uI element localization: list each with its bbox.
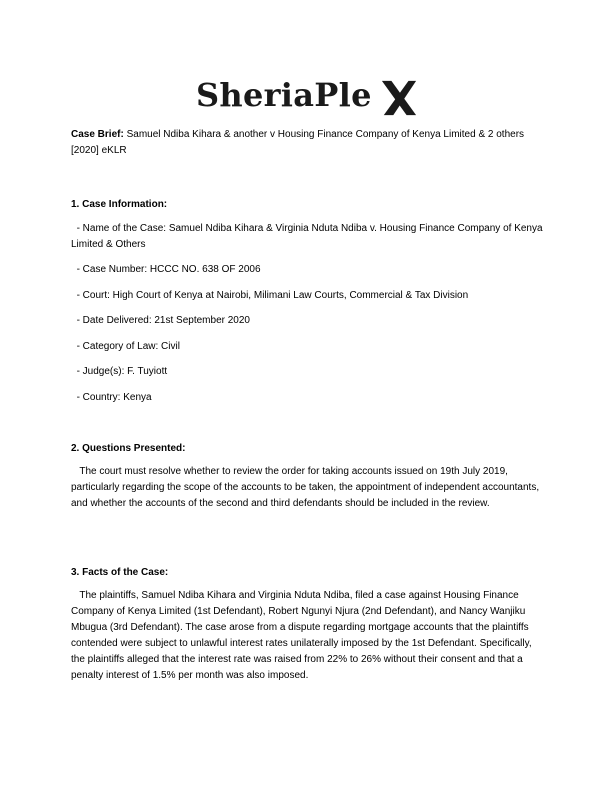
case-info-court: - Court: High Court of Kenya at Nairobi, Milimani Law Courts, Commercial & Tax Division: [71, 290, 469, 301]
logo-text: SheriaPle: [196, 76, 372, 114]
case-brief-text: Samuel Ndiba Kihara & another v Housing Finance Company of Kenya Limited & 2 others [2020] eKLR: [71, 129, 525, 156]
section-heading-case-information: 1. Case Information:: [71, 199, 168, 210]
case-brief-label: Case Brief:: [71, 129, 124, 140]
case-info-number: - Case Number: HCCC NO. 638 OF 2006: [71, 264, 261, 275]
x-mark-icon: [380, 79, 418, 117]
questions-presented-text: The court must resolve whether to review the order for taking accounts issued on 19th July 2019, particularly regarding the scope of the accounts to be taken, the appointment of independent accountants, and whether the accounts of the second and third defendants should be included in the review.: [71, 466, 542, 509]
case-info-date: - Date Delivered: 21st September 2020: [71, 315, 250, 326]
case-info-name: - Name of the Case: Samuel Ndiba Kihara & Virginia Nduta Ndiba v. Housing Finance Company of Kenya Limited & Others: [71, 223, 546, 250]
case-info-judges: - Judge(s): F. Tuyiott: [71, 366, 168, 377]
section-heading-facts: 3. Facts of the Case:: [71, 567, 169, 578]
section-heading-questions-presented: 2. Questions Presented:: [71, 443, 186, 454]
case-brief: [71, 127, 545, 159]
sheriaplex-logo: [196, 72, 426, 124]
case-info-category: - Category of Law: Civil: [71, 341, 180, 352]
facts-text: The plaintiffs, Samuel Ndiba Kihara and Virginia Nduta Ndiba, filed a case against Housing Finance Company of Kenya Limited (1st Defendant), Robert Ngunyi Njura (2nd Defendant), and Nancy Wanjiku Mbugua (3rd Defendant). The case arose from a dispute regarding mortgage accounts that the plaintiffs contended were subject to unlawful interest rates unilaterally imposed by the 1st Defendant. Specifically, the plaintiffs alleged that the interest rate was raised from 22% to 26% without their consent and that a penalty interest of 1.5% per month was also imposed.: [71, 590, 535, 681]
case-info-country: - Country: Kenya: [71, 392, 152, 403]
